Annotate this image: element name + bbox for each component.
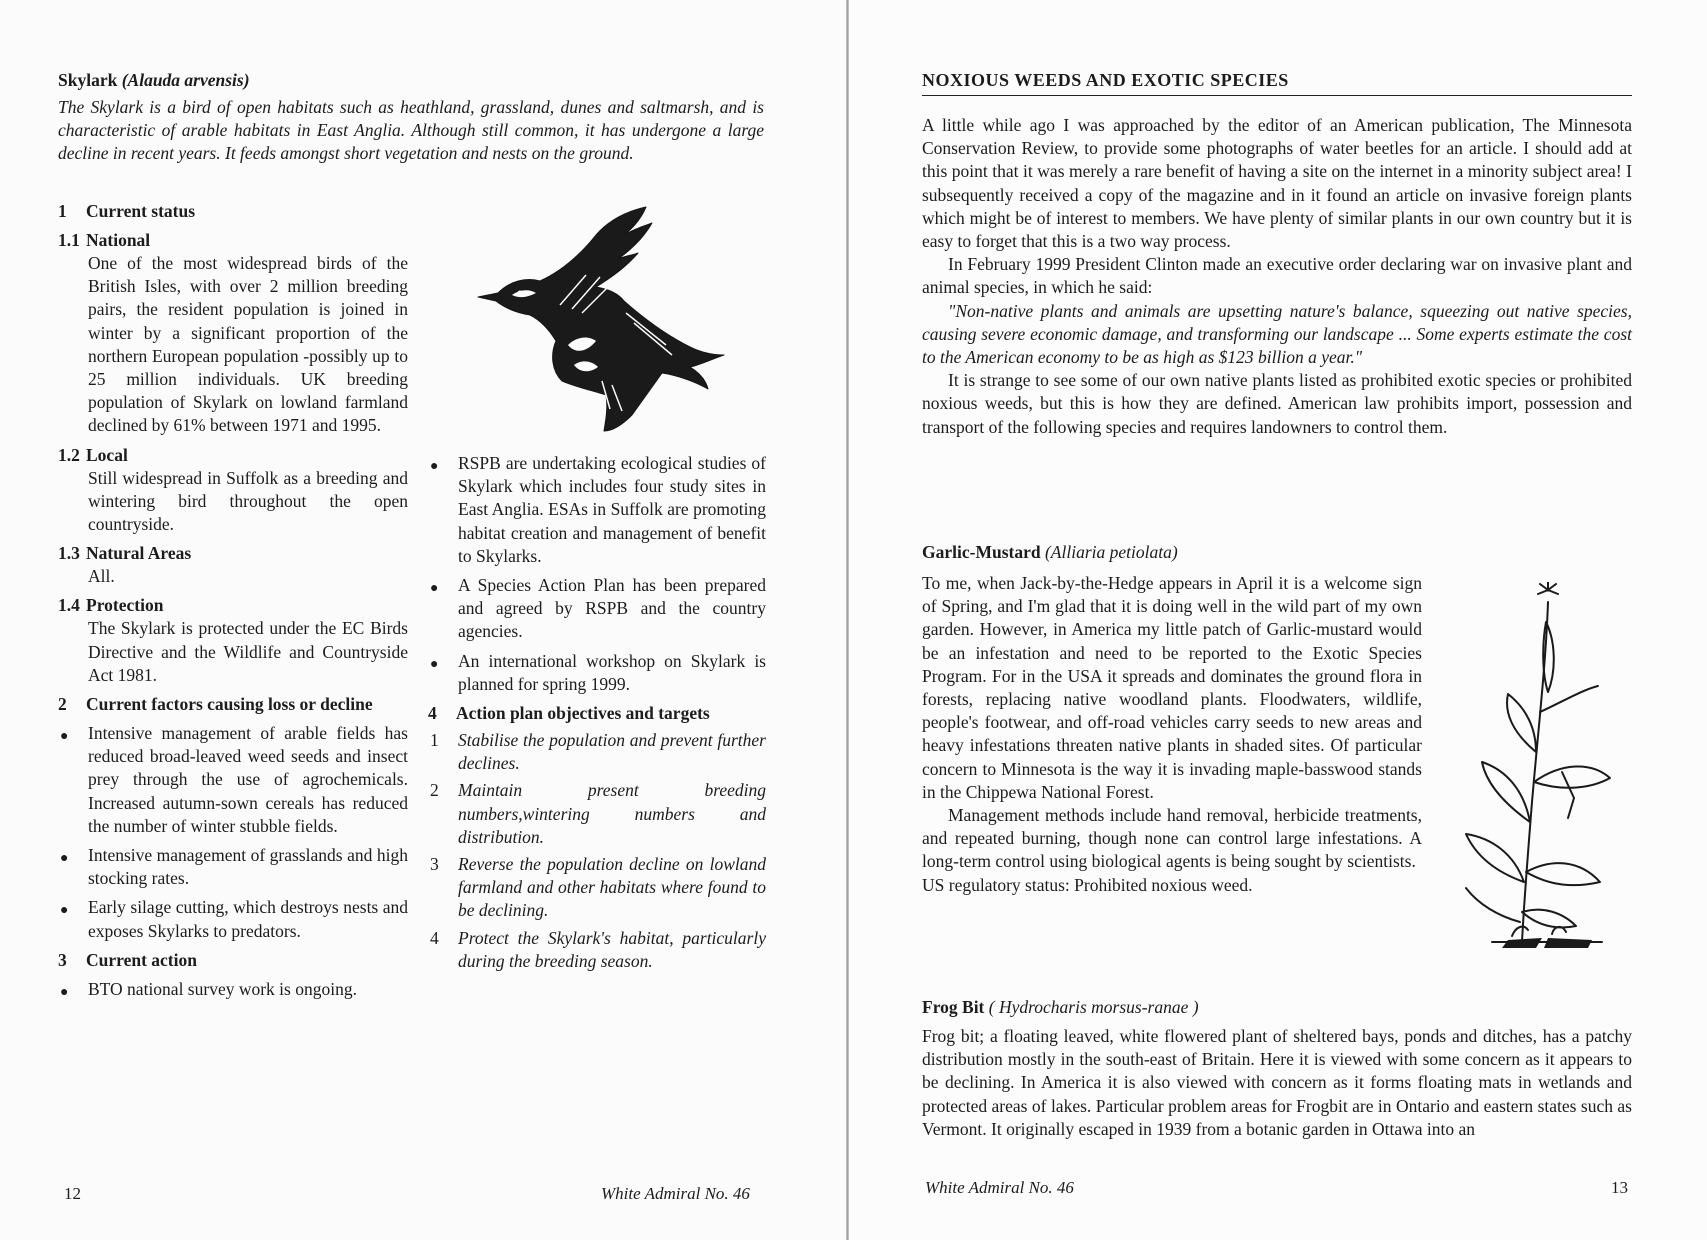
garlic-paragraph-1: To me, when Jack-by-the-Hedge appears in April it is a welcome sign of Spring, and I'm glad that it is doing well in the wild part of my own garden. However, in America my little patch of Garlic-mustard would be an infestation and need to be reported to the Exotic Species Program. For in the USA it spreads and dominates the ground flora in forests, replacing native woodland plants. Floodwaters, wildlife, people's footwear, and off-road vehicles carry seeds to new areas and heavy infestations threaten native plants in shaded sites. Of particular concern to Minnesota is the way it is invading maple-basswood stands in the Chippewa National Forest. (922, 573, 1422, 802)
noxious-weeds-body (922, 114, 1632, 439)
definition-paragraph: It is strange to see some of our own native plants listed as prohibited exotic species or prohibited noxious weeds, but this is how they are defined. American law prohibits import, possession and transport of the following species and requires landowners to control them. (922, 370, 1632, 437)
section-1-1-heading: 1.1 National (58, 230, 151, 250)
objective-item: 4 Protect the Skylark's habitat, particularly during the breeding season. (430, 927, 766, 971)
noxious-weeds-title: NOXIOUS WEEDS AND EXOTIC SPECIES (922, 70, 1632, 96)
right-column (428, 452, 766, 973)
bullet-item: ● RSPB are undertaking ecological studies of Skylark which includes four study sites in East Anglia. ESAs in Suffolk are promoting habitat creation and management of benefit to Skylarks. (430, 453, 766, 566)
garlic-mustard-body (922, 572, 1422, 897)
garlic-mustard-illustration (1452, 582, 1622, 966)
clinton-quote: "Non-native plants and animals are upsetting nature's balance, squeezing out native species, causing severe economic damage, and transforming our landscape ... Some experts estimate the cost to the American economy to be as high as $123 billion a year." (922, 300, 1632, 368)
clinton-paragraph: In February 1999 President Clinton made an executive order declaring war on invasive plant and animal species, in which he said: (922, 254, 1632, 298)
skylark-common-name: Skylark (58, 70, 118, 90)
skylark-latin-name: (Alauda arvensis) (121, 70, 250, 90)
bullet-item: ● Early silage cutting, which destroys nests and exposes Skylarks to predators. (60, 897, 408, 941)
right-footer: White Admiral No. 46 (925, 1178, 1074, 1197)
section-1-3-heading: 1.3 Natural Areas (58, 543, 192, 564)
section-1-4-heading: 1.4 Protection (58, 595, 164, 616)
bullet-item: ● A Species Action Plan has been prepared and agreed by RSPB and the country agencies. (430, 575, 766, 642)
section-3-heading: 3 Current action (58, 949, 197, 970)
book-spine (846, 0, 849, 1240)
intro-paragraph: A little while ago I was approached by the editor of an American publication, The Minnesota Conservation Review, to provide some photographs of water beetles for an article. I should add at this point that it was merely a rare benefit of having a site on the internet in a minority subject area! I subsequently received a copy of the magazine and in it found an article on invasive foreign plants which might be of interest to members. We have plenty of similar plants in our own country but it is easy to forget that this is a two way process. (922, 115, 1632, 252)
section-1-heading: 1 Current status (58, 201, 196, 221)
garlic-paragraph-2: Management methods include hand removal, herbicide treatments, and repeated burning, though none can control large infestations. A long-term control using biological agents is being sought by scientists. (922, 805, 1422, 872)
frog-bit-body (922, 1025, 1632, 1141)
skylark-title (58, 70, 250, 91)
left-column (58, 200, 408, 1001)
objective-item: 1 Stabilise the population and prevent further declines. (430, 730, 766, 774)
section-1-3-text: All. (88, 566, 115, 587)
garlic-mustard-heading: Garlic-Mustard (Alliaria petiolata) (922, 542, 1178, 562)
frog-bit-paragraph: Frog bit; a floating leaved, white flowered plant of sheltered bays, ponds and ditches, has a patchy distribution mostly in the south-east of Britain. Here it is viewed with some concern as it appears to be declining. In America it is also viewed with concern as it forms floating mats in wetlands and protected areas of lakes. Particular problem areas for Frogbit are in Ontario and eastern states such as Vermont. It originally escaped in 1939 from a botanic garden in Ottawa into an (922, 1026, 1632, 1139)
skylark-intro: The Skylark is a bird of open habitats such as heathland, grassland, dunes and saltmarsh, and is characteristic of arable habitats in East Anglia. Although still common, it has undergone a large decline in recent years. It feeds amongst short vegetation and nests on the ground. (58, 97, 764, 163)
garlic-status: US regulatory status: Prohibited noxious weed. (922, 874, 1253, 895)
section-1-1-text: One of the most widespread birds of the British Isles, with over 2 million breeding pairs, the resident population is joined in winter by a significant proportion of the northern European population -possibly up to 25 million individuals. UK breeding population of Skylark on lowland farmland declined by 61% between 1971 and 1995. (88, 253, 408, 436)
bullet-item: ● Intensive management of grasslands and high stocking rates. (60, 845, 408, 889)
section-1-2-heading: 1.2 Local (58, 444, 128, 465)
bullet-item: ● BTO national survey work is ongoing. (60, 978, 357, 1000)
right-page-number: 13 (1611, 1178, 1628, 1197)
frog-bit-heading: Frog Bit ( Hydrocharis morsus-ranae ) (922, 997, 1199, 1017)
skylark-illustration (476, 205, 728, 433)
section-2-heading: 2 Current factors causing loss or decline (58, 694, 373, 715)
bullet-item: ● Intensive management of arable fields has reduced broad-leaved weed seeds and insect prey through the use of agrochemicals. Increased autumn-sown cereals has reduced the number of winter stubble fields. (60, 723, 408, 836)
left-footer: White Admiral No. 46 (601, 1184, 750, 1203)
section-4-heading: 4 Action plan objectives and targets (428, 703, 710, 724)
objective-item: 2 Maintain present breeding numbers,wintering numbers and distribution. (430, 780, 766, 847)
section-1-4-text: The Skylark is protected under the EC Birds Directive and the Wildlife and Countryside Act 1981. (88, 618, 408, 685)
objective-item: 3 Reverse the population decline on lowland farmland and other habitats where found to be declining. (430, 854, 766, 921)
bullet-item: ● An international workshop on Skylark is planned for spring 1999. (430, 650, 766, 694)
section-1-2-text: Still widespread in Suffolk as a breeding and wintering bird throughout the open countryside. (88, 467, 408, 535)
left-page-number: 12 (64, 1184, 81, 1203)
